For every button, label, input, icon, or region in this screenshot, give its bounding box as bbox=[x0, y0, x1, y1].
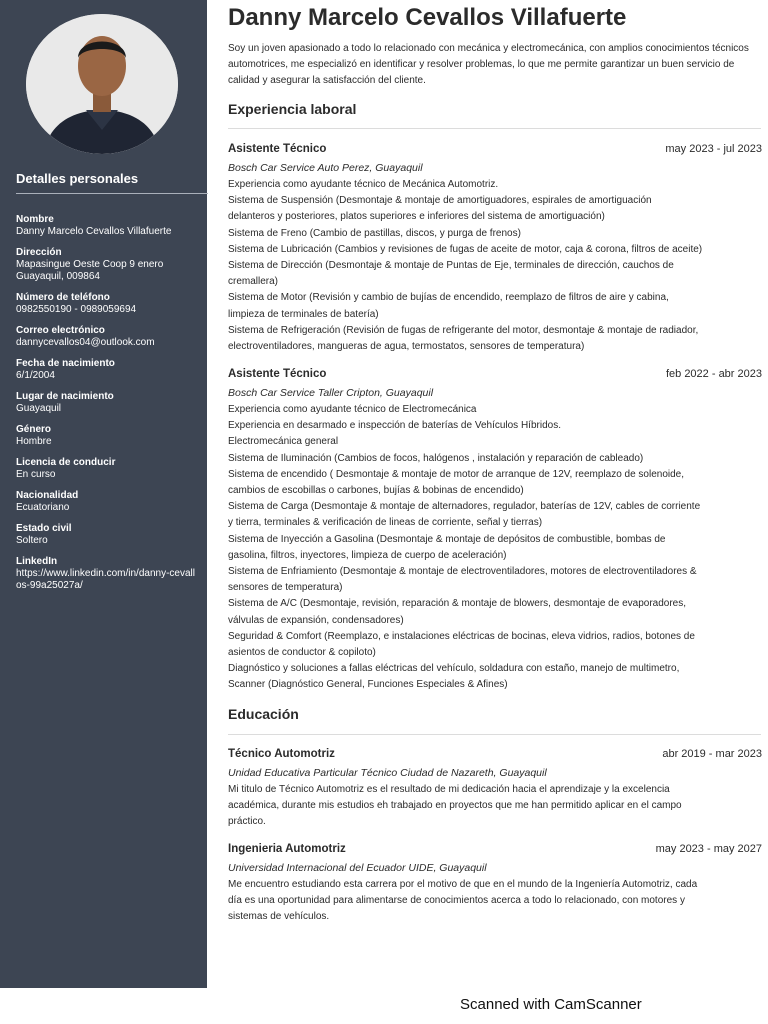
detail-value: https://www.linkedin.com/in/danny-cevallos-99a25027a/ bbox=[16, 568, 195, 591]
entry-description-line: Sistema de A/C (Desmontaje, revisión, reparación & montaje de blowers, desmontaje de evaporadores, bbox=[228, 598, 687, 610]
entry-title: Ingenieria Automotriz bbox=[228, 843, 346, 855]
experience-divider bbox=[228, 128, 761, 129]
entry-description-line: Sistema de Enfriamiento (Desmontaje & montaje de electroventiladores, motores de electroventiladores & bbox=[228, 566, 697, 578]
detail-label: Dirección bbox=[16, 247, 62, 258]
entry-description-line: Experiencia como ayudante técnico de Mecánica Automotriz. bbox=[228, 179, 499, 190]
entry-description-line: Sistema de Suspensión (Desmontaje & montaje de amortiguadores, espirales de amortiguación bbox=[228, 195, 652, 207]
detail-label: Número de teléfono bbox=[16, 292, 110, 303]
detail-item bbox=[16, 358, 196, 382]
detail-value: En curso bbox=[16, 469, 56, 480]
entry-description-line: asientos de conductor & copiloto) bbox=[228, 647, 376, 659]
entry-header bbox=[228, 748, 762, 764]
entry-description-line: día es una oportunidad para alimentarse de conocimientos acerca a todo lo relacionado, con motores y bbox=[228, 895, 685, 907]
detail-label: Nacionalidad bbox=[16, 490, 79, 501]
entry-description-line: electroventiladores, mangueras de agua, termostatos, sensores de temperatura) bbox=[228, 341, 585, 353]
sidebar bbox=[0, 0, 207, 988]
detail-value: Guayaquil bbox=[16, 403, 62, 414]
candidate-name: Danny Marcelo Cevallos Villafuerte bbox=[228, 4, 627, 31]
detail-label: Nombre bbox=[16, 214, 54, 225]
entry-description-line: Experiencia como ayudante técnico de Electromecánica bbox=[228, 404, 477, 415]
entry-description-line: Electromecánica general bbox=[228, 436, 339, 448]
entry-description-line: delanteros y posteriores, platos superiores e inferiores del sistema de amortiguación) bbox=[228, 211, 605, 223]
entry-description-line: limpieza de terminales de batería) bbox=[228, 308, 379, 320]
detail-label: Licencia de conducir bbox=[16, 457, 116, 468]
detail-item bbox=[16, 523, 196, 547]
entry-description-line: cambios de escobillas o carbones, bujías & bobinas de encendido) bbox=[228, 485, 524, 497]
detail-item bbox=[16, 214, 196, 238]
profile-summary: Soy un joven apasionado a todo lo relacionado con mecánica y electromecánica, con amplios conocimientos técnicos automotrices, me especializó en identificar y resolver problemas, lo que me permite garantizar un buen servicio de calidad y asegurar la satisfacción del cliente. bbox=[228, 43, 749, 86]
personal-details-heading: Detalles personales bbox=[16, 171, 139, 186]
detail-label: Estado civil bbox=[16, 523, 72, 534]
entry-date: abr 2019 - mar 2023 bbox=[662, 748, 762, 760]
entry-description-line: Sistema de Iluminación (Cambios de focos, halógenos , instalación y reparación de cableado) bbox=[228, 452, 644, 464]
entry-organization: Bosch Car Service Auto Perez, Guayaquil bbox=[228, 162, 423, 174]
entry-description-line: Sistema de Inyección a Gasolina (Desmontaje & montaje de depósitos de combustible, bombas de bbox=[228, 533, 666, 545]
entry-description-line: académica, durante mis estudios eh trabajado en proyectos que me han permitido aplicar en el campo bbox=[228, 800, 682, 812]
experience-entry bbox=[228, 368, 762, 694]
detail-value: Danny Marcelo Cevallos Villafuerte bbox=[16, 226, 172, 237]
detail-value: Soltero bbox=[16, 535, 48, 546]
entry-description-line: sensores de temperatura) bbox=[228, 582, 343, 594]
education-entry bbox=[228, 748, 762, 831]
scanner-watermark: Scanned with CamScanner bbox=[460, 996, 642, 1013]
detail-label: Lugar de nacimiento bbox=[16, 391, 114, 402]
entry-description-line: Sistema de Refrigeración (Revisión de fugas de refrigerante del motor, desmontaje & montaje de radiador, bbox=[228, 324, 699, 336]
entry-description-line: Sistema de Carga (Desmontaje & montaje de alternadores, regulador, baterías de 12V, cables de corriente bbox=[228, 501, 701, 513]
entry-description-line: Seguridad & Comfort (Reemplazo, e instalaciones eléctricas de bocinas, eleva vidrios, radios, botones de bbox=[228, 630, 695, 642]
person-icon bbox=[26, 14, 178, 154]
entry-description-line: Sistema de Freno (Cambio de pastillas, discos, y purga de frenos) bbox=[228, 227, 521, 239]
detail-label: LinkedIn bbox=[16, 556, 58, 567]
entry-description-line: cremallera) bbox=[228, 276, 279, 288]
entry-title: Asistente Técnico bbox=[228, 143, 327, 155]
detail-item bbox=[16, 325, 196, 349]
scan-footer bbox=[0, 988, 768, 1024]
entry-header bbox=[228, 368, 762, 384]
entry-description-line: práctico. bbox=[228, 816, 266, 828]
detail-item bbox=[16, 424, 196, 448]
detail-value: 6/1/2004 bbox=[16, 370, 55, 381]
profile-photo bbox=[26, 14, 178, 154]
detail-label: Género bbox=[16, 424, 52, 435]
education-divider bbox=[228, 734, 761, 735]
entry-organization: Universidad Internacional del Ecuador UIDE, Guayaquil bbox=[228, 862, 487, 874]
education-heading: Educación bbox=[228, 706, 299, 722]
entry-header bbox=[228, 843, 762, 859]
entry-description-line: Sistema de Lubricación (Cambios y revisiones de fugas de aceite de motor, caja & corona, filtros de aceite) bbox=[228, 243, 703, 255]
entry-description-line: Sistema de encendido ( Desmontaje & montaje de motor de arranque de 12V, reemplazo de solenoide, bbox=[228, 468, 685, 480]
entry-title: Asistente Técnico bbox=[228, 368, 327, 380]
entry-description-line: y tierra, terminales & verificación de lineas de corriente, señal y tierras) bbox=[228, 517, 543, 529]
entry-organization: Unidad Educativa Particular Técnico Ciudad de Nazareth, Guayaquil bbox=[228, 767, 547, 779]
detail-value: dannycevallos04@outlook.com bbox=[16, 337, 155, 348]
personal-details-list bbox=[16, 214, 196, 601]
entry-description-line: Diagnóstico y soluciones a fallas eléctricas del vehículo, soldadura con estaño, manejo de multimetro, bbox=[228, 663, 680, 675]
entry-description-line: gasolina, filtros, inyectores, limpieza de cuerpo de aceleración) bbox=[228, 549, 507, 561]
detail-item bbox=[16, 556, 196, 592]
education-entry bbox=[228, 843, 762, 926]
entry-description-line: válvulas de expansión, condensadores) bbox=[228, 614, 404, 626]
detail-value: Ecuatoriano bbox=[16, 502, 70, 513]
entry-description-line: Sistema de Motor (Revisión y cambio de bujías de encendido, reemplazo de filtros de aire y cabina, bbox=[228, 292, 669, 304]
entry-organization: Bosch Car Service Taller Cripton, Guayaquil bbox=[228, 387, 434, 399]
entry-description-line: sistemas de vehículos. bbox=[228, 911, 330, 923]
experience-entry bbox=[228, 143, 762, 355]
detail-item bbox=[16, 292, 196, 316]
entry-description-line: Scanner (Diagnóstico General, Funciones Especiales & Afines) bbox=[228, 679, 508, 691]
entry-header bbox=[228, 143, 762, 159]
detail-item bbox=[16, 457, 196, 481]
entry-description-line: Me encuentro estudiando esta carrera por el motivo de que en el mundo de la Ingeniería Automotriz, cada bbox=[228, 879, 698, 890]
detail-value: 0982550190 - 0989059694 bbox=[16, 304, 137, 315]
entry-date: feb 2022 - abr 2023 bbox=[665, 368, 762, 380]
detail-item bbox=[16, 247, 196, 283]
detail-label: Fecha de nacimiento bbox=[16, 358, 115, 369]
detail-item bbox=[16, 490, 196, 514]
detail-label: Correo electrónico bbox=[16, 325, 105, 336]
detail-value: Hombre bbox=[16, 436, 52, 447]
entry-description-line: Sistema de Dirección (Desmontaje & montaje de Puntas de Eje, terminales de dirección, cauchos de bbox=[228, 260, 674, 272]
entry-date: may 2023 - may 2027 bbox=[655, 843, 762, 855]
entry-description-line: Mi titulo de Técnico Automotriz es el resultado de mi dedicación hacia el aprendizaje y la excelencia bbox=[228, 784, 670, 795]
experience-heading: Experiencia laboral bbox=[228, 101, 357, 117]
details-divider bbox=[16, 193, 208, 194]
detail-value: Mapasingue Oeste Coop 9 enero Guayaquil, 009864 bbox=[16, 259, 164, 282]
entry-title: Técnico Automotriz bbox=[228, 748, 335, 760]
entry-description-line: Experiencia en desarmado e inspección de baterías de Vehículos Híbridos. bbox=[228, 420, 561, 432]
entry-date: may 2023 - jul 2023 bbox=[665, 143, 762, 155]
detail-item bbox=[16, 391, 196, 415]
